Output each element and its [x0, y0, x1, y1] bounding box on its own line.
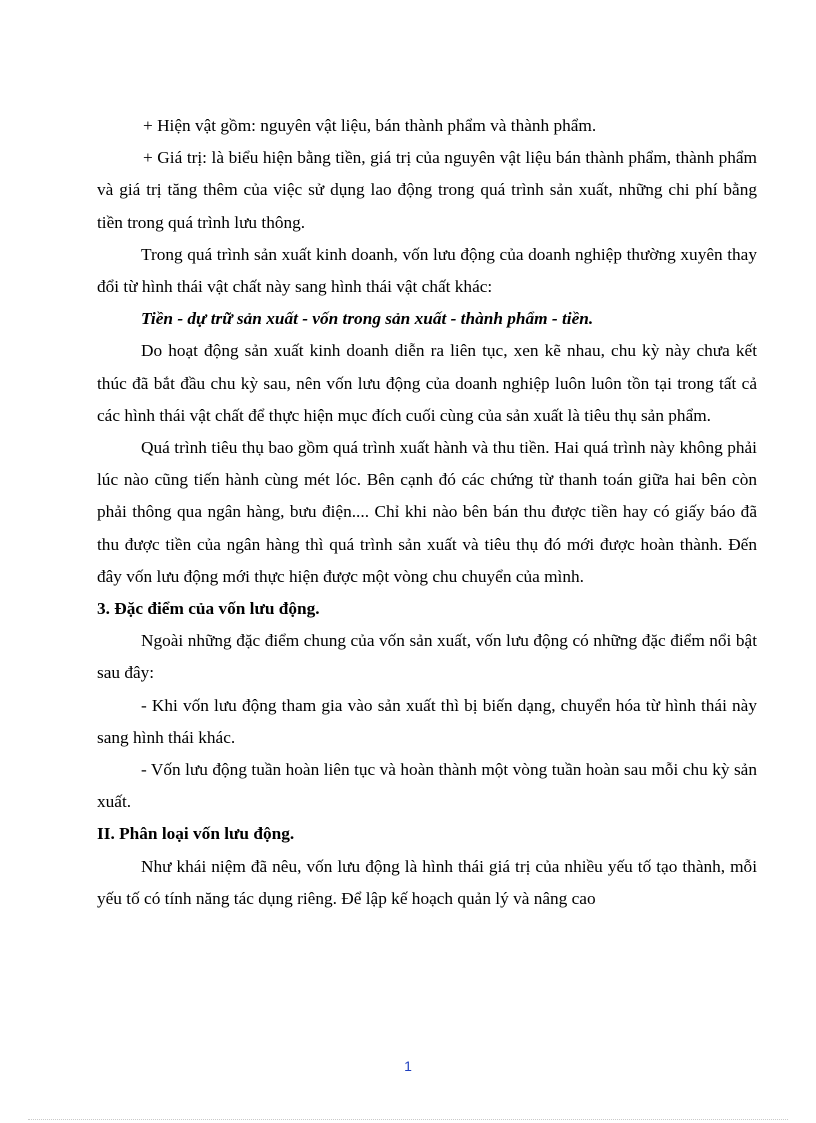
paragraph-characteristics-intro: Ngoài những đặc điểm chung của vốn sản xuất, vốn lưu động có những đặc điểm nổi bật sau đây:: [97, 631, 757, 683]
heading-characteristics: 3. Đặc điểm của vốn lưu động.: [97, 599, 320, 619]
paragraph-physical-form: + Hiện vật gồm: nguyên vật liệu, bán thành phẩm và thành phẩm.: [143, 116, 597, 135]
paragraph-classification-intro: Như khái niệm đã nêu, vốn lưu động là hình thái giá trị của nhiều yếu tố tạo thành, mỗi yếu tố có tính năng tác dụng riêng. Để lập kế hoạch quản lý và nâng cao: [97, 856, 757, 908]
paragraph-continuous-operation: Do hoạt động sản xuất kinh doanh diễn ra liên tục, xen kẽ nhau, chu kỳ này chưa kết thúc đã bắt đầu chu kỳ sau, nên vốn lưu động của doanh nghiệp luôn luôn tồn tại trong tất cả các hình thái vật chất để thực hiện mục đích cuối cùng của sản xuất là tiêu thụ sản phẩm.: [97, 341, 757, 425]
heading-classification: II. Phân loại vốn lưu động.: [97, 824, 295, 844]
paragraph-value-form: + Giá trị: là biểu hiện bằng tiền, giá trị của nguyên vật liệu bán thành phẩm, thành phẩm và giá trị tăng thêm của việc sử dụng lao động trong quá trình sản xuất, những chi phí bằng tiền trong quá trình lưu thông.: [97, 148, 757, 232]
paragraph-consumption-process: Quá trình tiêu thụ bao gồm quá trình xuất hành và thu tiền. Hai quá trình này không phải lúc nào cũng tiến hành cùng mét lóc. Bên cạnh đó các chứng từ thanh toán giữa hai bên còn phải thông qua ngân hàng, bưu điện.... Chỉ khi nào bên bán thu được tiền hay có giấy báo đã thu được tiền của ngân hàng thì quá trình sản xuất và tiêu thụ đó mới được hoàn thành. Đến đây vốn lưu động mới thực hiện được một vòng chu chuyển của mình.: [97, 438, 757, 586]
paragraph-form-change: Trong quá trình sản xuất kinh doanh, vốn lưu động của doanh nghiệp thường xuyên thay đổi từ hình thái vật chất này sang hình thái vật chất khác:: [97, 244, 757, 297]
document-body: [97, 110, 757, 915]
page-number: 1: [404, 1058, 412, 1074]
paragraph-cycle-formula: Tiền - dự trữ sản xuất - vốn trong sản xuất - thành phẩm - tiền.: [141, 309, 594, 329]
page-bottom-border: [28, 1119, 788, 1120]
paragraph-characteristic-circulation: - Vốn lưu động tuần hoàn liên tục và hoàn thành một vòng tuần hoàn sau mỗi chu kỳ sản xuất.: [97, 760, 757, 812]
paragraph-characteristic-transform: - Khi vốn lưu động tham gia vào sản xuất thì bị biến dạng, chuyển hóa từ hình thái này sang hình thái khác.: [97, 695, 757, 747]
